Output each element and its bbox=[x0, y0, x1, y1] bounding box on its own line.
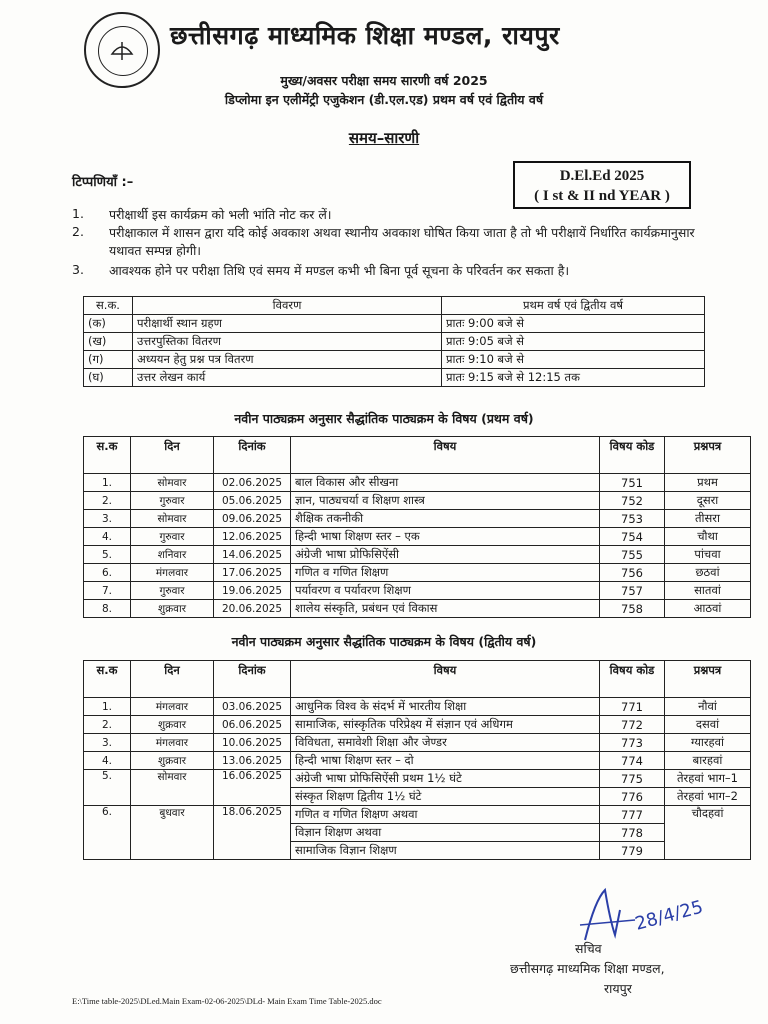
cell-sn: 1. bbox=[84, 698, 131, 716]
timing-sn: (ख) bbox=[84, 333, 133, 351]
cell-subject: आधुनिक विश्व के संदर्भ में भारतीय शिक्षा bbox=[291, 698, 600, 716]
cell-paper: दूसरा bbox=[665, 492, 751, 510]
table-row bbox=[84, 582, 751, 600]
signature-date: 28/4/25 bbox=[632, 896, 706, 935]
timing-desc: उत्तरपुस्तिका वितरण bbox=[133, 333, 442, 351]
notes-heading: टिप्पणियाँ :– bbox=[72, 175, 134, 190]
table-row bbox=[84, 492, 751, 510]
cell-subject: शालेय संस्कृति, प्रबंधन एवं विकास bbox=[291, 600, 600, 618]
first-year-heading: नवीन पाठ्यक्रम अनुसार सैद्धांतिक पाठ्यक्रम के विषय (प्रथम वर्ष) bbox=[234, 411, 534, 426]
page-title: छत्तीसगढ़ माध्यमिक शिक्षा मण्डल, रायपुर bbox=[170, 21, 560, 50]
cell-subject: विज्ञान शिक्षण अथवा bbox=[291, 824, 600, 842]
timing-header-sn: स.क. bbox=[84, 297, 133, 315]
table-row bbox=[84, 770, 751, 788]
cell-day: शुक्रवार bbox=[131, 716, 214, 734]
cell-code: 771 bbox=[600, 698, 665, 716]
signatory-org: छत्तीसगढ़ माध्यमिक शिक्षा मण्डल, bbox=[510, 961, 665, 976]
note-number: 2. bbox=[72, 224, 84, 239]
cell-day: गुरुवार bbox=[131, 582, 214, 600]
cell-paper: छठवां bbox=[665, 564, 751, 582]
cell-day: सोमवार bbox=[131, 770, 214, 806]
cell-paper: तेरहवां भाग–1 bbox=[665, 770, 751, 788]
cell-paper: बारहवां bbox=[665, 752, 751, 770]
cell-code: 756 bbox=[600, 564, 665, 582]
header-paper: प्रश्नपत्र bbox=[665, 661, 751, 698]
schedule-heading: समय–सारणी bbox=[348, 129, 420, 147]
cell-sn: 6. bbox=[84, 564, 131, 582]
header-date: दिनांक bbox=[214, 437, 291, 474]
year-box-line2: ( I st & II nd YEAR ) bbox=[534, 188, 670, 204]
cell-day: शनिवार bbox=[131, 546, 214, 564]
note-text: परीक्षाकाल में शासन द्वारा यदि कोई अवकाश अथवा स्थानीय अवकाश घोषित किया जाता है तो भी परीक्षायें निर्धारित कार्यक्रमानुसार यथावत सम्पन्न होगी। bbox=[109, 225, 695, 258]
header-paper: प्रश्नपत्र bbox=[665, 437, 751, 474]
cell-day: गुरुवार bbox=[131, 528, 214, 546]
table-row bbox=[84, 528, 751, 546]
cell-subject: ज्ञान, पाठ्यचर्या व शिक्षण शास्त्र bbox=[291, 492, 600, 510]
cell-sn: 2. bbox=[84, 492, 131, 510]
cell-paper: आठवां bbox=[665, 600, 751, 618]
cell-day: मंगलवार bbox=[131, 698, 214, 716]
cell-paper: चौथा bbox=[665, 528, 751, 546]
cell-sn: 3. bbox=[84, 734, 131, 752]
cell-day: शुक्रवार bbox=[131, 600, 214, 618]
cell-code: 778 bbox=[600, 824, 665, 842]
signatory-city: रायपुर bbox=[604, 981, 632, 996]
cell-subject: गणित व गणित शिक्षण bbox=[291, 564, 600, 582]
cell-subject: सामाजिक, सांस्कृतिक परिप्रेक्ष्य में संज्ञान एवं अधिगम bbox=[291, 716, 600, 734]
timing-header-desc: विवरण bbox=[133, 297, 442, 315]
cell-code: 774 bbox=[600, 752, 665, 770]
header-code: विषय कोड bbox=[600, 661, 665, 698]
cell-sn: 3. bbox=[84, 510, 131, 528]
table-row bbox=[84, 474, 751, 492]
table-row bbox=[84, 315, 705, 333]
cell-subject: हिन्दी भाषा शिक्षण स्तर – दो bbox=[291, 752, 600, 770]
cell-date: 13.06.2025 bbox=[214, 752, 291, 770]
timing-desc: अध्ययन हेतु प्रश्न पत्र वितरण bbox=[133, 351, 442, 369]
note-number: 3. bbox=[72, 262, 84, 277]
cell-paper: तेरहवां भाग–2 bbox=[665, 788, 751, 806]
cell-code: 758 bbox=[600, 600, 665, 618]
cell-date: 09.06.2025 bbox=[214, 510, 291, 528]
cell-date: 18.06.2025 bbox=[214, 806, 291, 860]
cell-sn: 2. bbox=[84, 716, 131, 734]
exam-subtitle: मुख्य/अवसर परीक्षा समय सारणी वर्ष 2025 bbox=[280, 73, 488, 88]
cell-sn: 4. bbox=[84, 528, 131, 546]
table-row bbox=[84, 734, 751, 752]
cell-subject: गणित व गणित शिक्षण अथवा bbox=[291, 806, 600, 824]
cell-paper: चौदहवां bbox=[665, 806, 751, 860]
cell-code: 779 bbox=[600, 842, 665, 860]
table-row bbox=[84, 806, 751, 824]
cell-sn: 5. bbox=[84, 770, 131, 806]
cell-sn: 4. bbox=[84, 752, 131, 770]
header-date: दिनांक bbox=[214, 661, 291, 698]
table-row bbox=[84, 369, 705, 387]
cell-sn: 6. bbox=[84, 806, 131, 860]
cell-code: 757 bbox=[600, 582, 665, 600]
cell-day: शुक्रवार bbox=[131, 752, 214, 770]
cell-code: 772 bbox=[600, 716, 665, 734]
table-row bbox=[84, 564, 751, 582]
timing-time: प्रातः 9:00 बजे से bbox=[442, 315, 705, 333]
cell-date: 20.06.2025 bbox=[214, 600, 291, 618]
cell-code: 753 bbox=[600, 510, 665, 528]
cell-paper: ग्यारहवां bbox=[665, 734, 751, 752]
timing-desc: उत्तर लेखन कार्य bbox=[133, 369, 442, 387]
second-year-heading: नवीन पाठ्यक्रम अनुसार सैद्धांतिक पाठ्यक्रम के विषय (द्वितीय वर्ष) bbox=[231, 634, 537, 649]
cell-sn: 5. bbox=[84, 546, 131, 564]
year-box-line1: D.El.Ed 2025 bbox=[559, 168, 645, 184]
cell-date: 17.06.2025 bbox=[214, 564, 291, 582]
cell-date: 14.06.2025 bbox=[214, 546, 291, 564]
cell-paper: दसवां bbox=[665, 716, 751, 734]
cell-subject: अंग्रेजी भाषा प्रोफिसिऐंसी प्रथम 1½ घंटे bbox=[291, 770, 600, 788]
note-text: परीक्षार्थी इस कार्यक्रम को भली भांति नोट कर लें। bbox=[109, 207, 332, 222]
cell-sn: 1. bbox=[84, 474, 131, 492]
cell-code: 776 bbox=[600, 788, 665, 806]
cell-paper: पांचवा bbox=[665, 546, 751, 564]
header-sn: स.क bbox=[84, 437, 131, 474]
table-row bbox=[84, 546, 751, 564]
header-subject: विषय bbox=[291, 661, 600, 698]
cell-subject: बाल विकास और सीखना bbox=[291, 474, 600, 492]
cell-date: 19.06.2025 bbox=[214, 582, 291, 600]
cell-day: गुरुवार bbox=[131, 492, 214, 510]
second-year-table bbox=[83, 660, 751, 860]
note-text: आवश्यक होने पर परीक्षा तिथि एवं समय में मण्डल कभी भी बिना पूर्व सूचना के परिवर्तन कर सकता है। bbox=[109, 263, 570, 278]
table-row bbox=[84, 351, 705, 369]
cell-date: 12.06.2025 bbox=[214, 528, 291, 546]
cell-day: मंगलवार bbox=[131, 734, 214, 752]
cell-sn: 7. bbox=[84, 582, 131, 600]
secretary-label: सचिव bbox=[575, 941, 602, 956]
timing-time: प्रातः 9:15 बजे से 12:15 तक bbox=[442, 369, 705, 387]
course-subtitle: डिप्लोमा इन एलीमेंट्री एजुकेशन (डी.एल.एड) प्रथम वर्ष एवं द्वितीय वर्ष bbox=[224, 92, 544, 107]
year-box bbox=[513, 161, 691, 209]
table-row bbox=[84, 600, 751, 618]
cell-sn: 8. bbox=[84, 600, 131, 618]
table-row bbox=[84, 333, 705, 351]
cell-code: 752 bbox=[600, 492, 665, 510]
cell-subject: सामाजिक विज्ञान शिक्षण bbox=[291, 842, 600, 860]
table-row bbox=[84, 716, 751, 734]
cell-code: 755 bbox=[600, 546, 665, 564]
timing-header-time: प्रथम वर्ष एवं द्वितीय वर्ष bbox=[442, 297, 705, 315]
cell-subject: पर्यावरण व पर्यावरण शिक्षण bbox=[291, 582, 600, 600]
file-path-footer: E:\Time table-2025\DLed.Main Exam-02-06-2025\DLd- Main Exam Time Table-2025.doc bbox=[72, 996, 382, 1006]
timing-sn: (क) bbox=[84, 315, 133, 333]
timing-sn: (घ) bbox=[84, 369, 133, 387]
cell-code: 751 bbox=[600, 474, 665, 492]
table-row bbox=[84, 698, 751, 716]
cell-date: 10.06.2025 bbox=[214, 734, 291, 752]
header-day: दिन bbox=[131, 661, 214, 698]
cell-day: मंगलवार bbox=[131, 564, 214, 582]
timing-time: प्रातः 9:05 बजे से bbox=[442, 333, 705, 351]
table-row bbox=[84, 510, 751, 528]
cell-day: बुधवार bbox=[131, 806, 214, 860]
cell-date: 02.06.2025 bbox=[214, 474, 291, 492]
header-code: विषय कोड bbox=[600, 437, 665, 474]
cell-paper: नौवां bbox=[665, 698, 751, 716]
first-year-table bbox=[83, 436, 751, 618]
cell-code: 773 bbox=[600, 734, 665, 752]
cell-date: 03.06.2025 bbox=[214, 698, 291, 716]
cell-paper: प्रथम bbox=[665, 474, 751, 492]
cell-date: 05.06.2025 bbox=[214, 492, 291, 510]
cell-date: 06.06.2025 bbox=[214, 716, 291, 734]
cell-code: 754 bbox=[600, 528, 665, 546]
cell-code: 777 bbox=[600, 806, 665, 824]
cell-day: सोमवार bbox=[131, 474, 214, 492]
cell-subject: हिन्दी भाषा शिक्षण स्तर – एक bbox=[291, 528, 600, 546]
cell-subject: संस्कृत शिक्षण द्वितीय 1½ घंटे bbox=[291, 788, 600, 806]
cell-subject: विविधता, समावेशी शिक्षा और जेण्डर bbox=[291, 734, 600, 752]
table-row bbox=[84, 752, 751, 770]
cell-subject: शैक्षिक तकनीकी bbox=[291, 510, 600, 528]
cell-subject: अंग्रेजी भाषा प्रोफिसिऐंसी bbox=[291, 546, 600, 564]
header-sn: स.क bbox=[84, 661, 131, 698]
cell-paper: सातवां bbox=[665, 582, 751, 600]
timing-time: प्रातः 9:10 बजे से bbox=[442, 351, 705, 369]
cell-code: 775 bbox=[600, 770, 665, 788]
header-subject: विषय bbox=[291, 437, 600, 474]
note-number: 1. bbox=[72, 206, 84, 221]
cell-day: सोमवार bbox=[131, 510, 214, 528]
cell-date: 16.06.2025 bbox=[214, 770, 291, 806]
timing-table bbox=[83, 296, 705, 387]
header-day: दिन bbox=[131, 437, 214, 474]
timing-desc: परीक्षार्थी स्थान ग्रहण bbox=[133, 315, 442, 333]
cell-paper: तीसरा bbox=[665, 510, 751, 528]
timing-sn: (ग) bbox=[84, 351, 133, 369]
